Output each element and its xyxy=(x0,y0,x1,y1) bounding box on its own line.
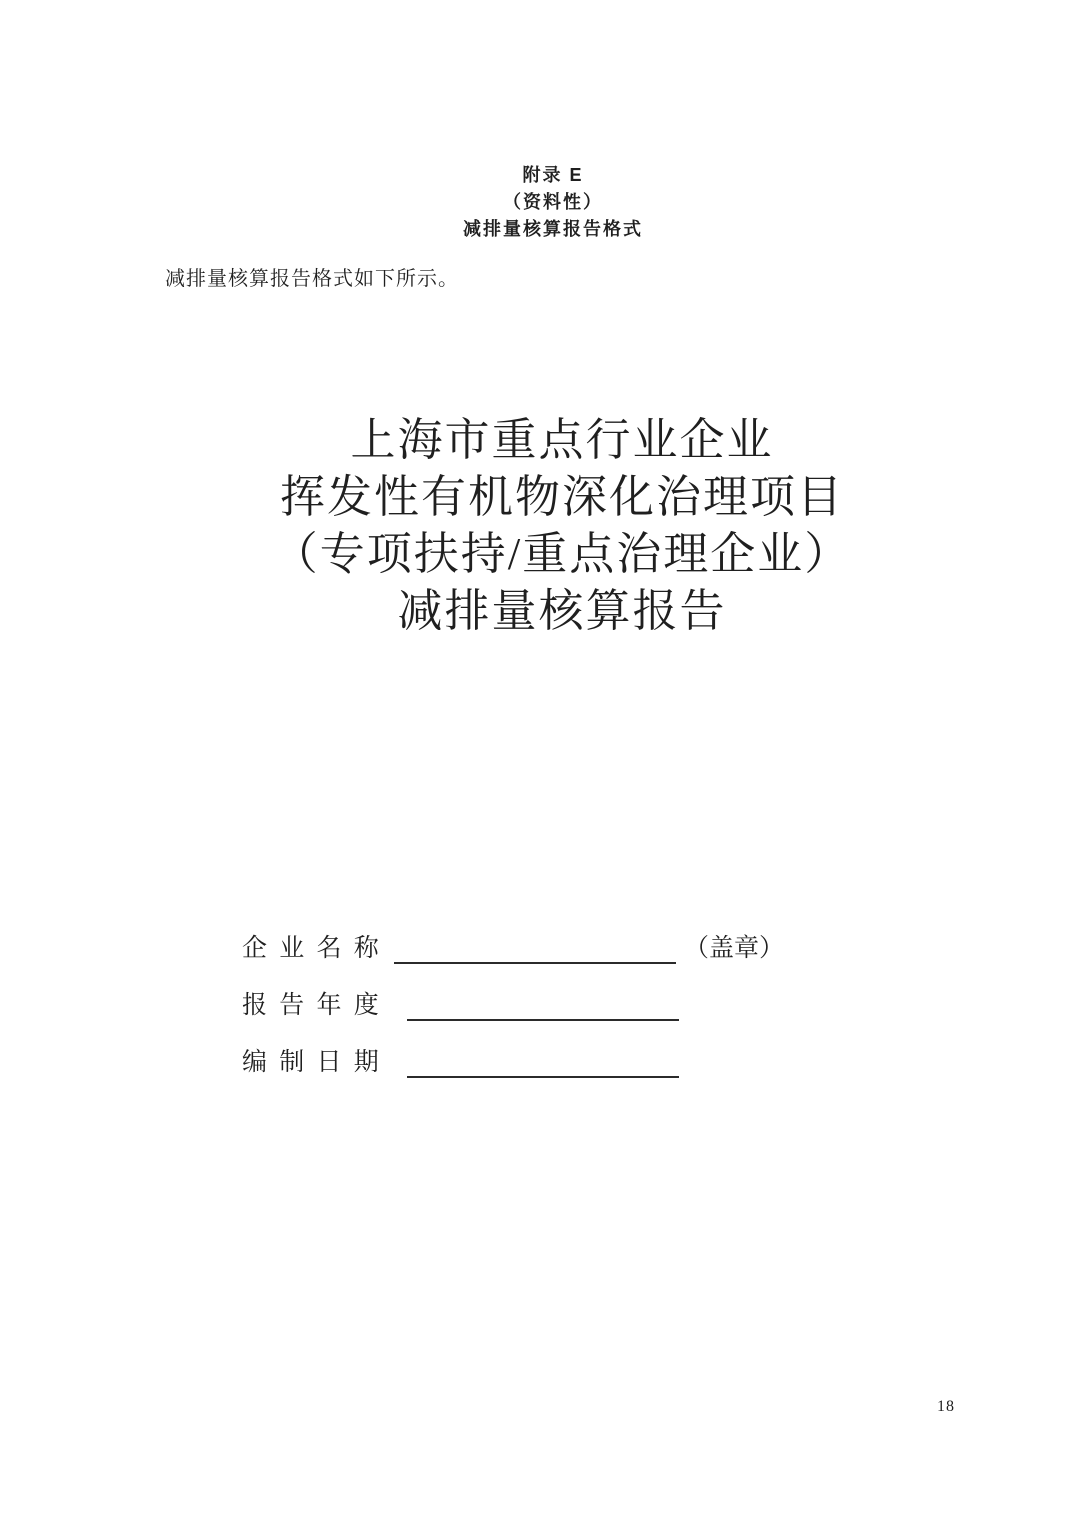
report-title-line-2: 挥发性有机物深化治理项目 xyxy=(279,472,844,522)
company-name-label: 企 业 名 称 xyxy=(242,935,382,962)
report-year-blank-line xyxy=(407,985,679,1021)
appendix-label: 附录 E xyxy=(522,165,584,185)
compile-date-label: 编 制 日 期 xyxy=(242,1049,382,1076)
intro-paragraph: 减排量核算报告格式如下所示。 xyxy=(165,268,459,290)
form-row-company-name xyxy=(242,928,784,964)
report-title-line-3: （专项扶持/重点治理企业） xyxy=(272,529,852,579)
company-name-blank-line xyxy=(394,928,676,964)
form-row-report-year xyxy=(242,985,679,1021)
compile-date-blank-line xyxy=(407,1042,679,1078)
appendix-header xyxy=(0,162,1080,243)
company-seal-note: （盖章） xyxy=(684,935,785,962)
form-row-compile-date xyxy=(242,1042,679,1078)
report-title-line-1: 上海市重点行业企业 xyxy=(350,415,774,465)
report-title xyxy=(0,412,1080,640)
appendix-informative-note: （资料性） xyxy=(503,192,603,212)
report-year-label: 报 告 年 度 xyxy=(242,992,382,1019)
page-number: 18 xyxy=(937,1398,955,1415)
appendix-format-heading: 减排量核算报告格式 xyxy=(463,219,643,239)
report-title-line-4: 减排量核算报告 xyxy=(397,586,727,636)
